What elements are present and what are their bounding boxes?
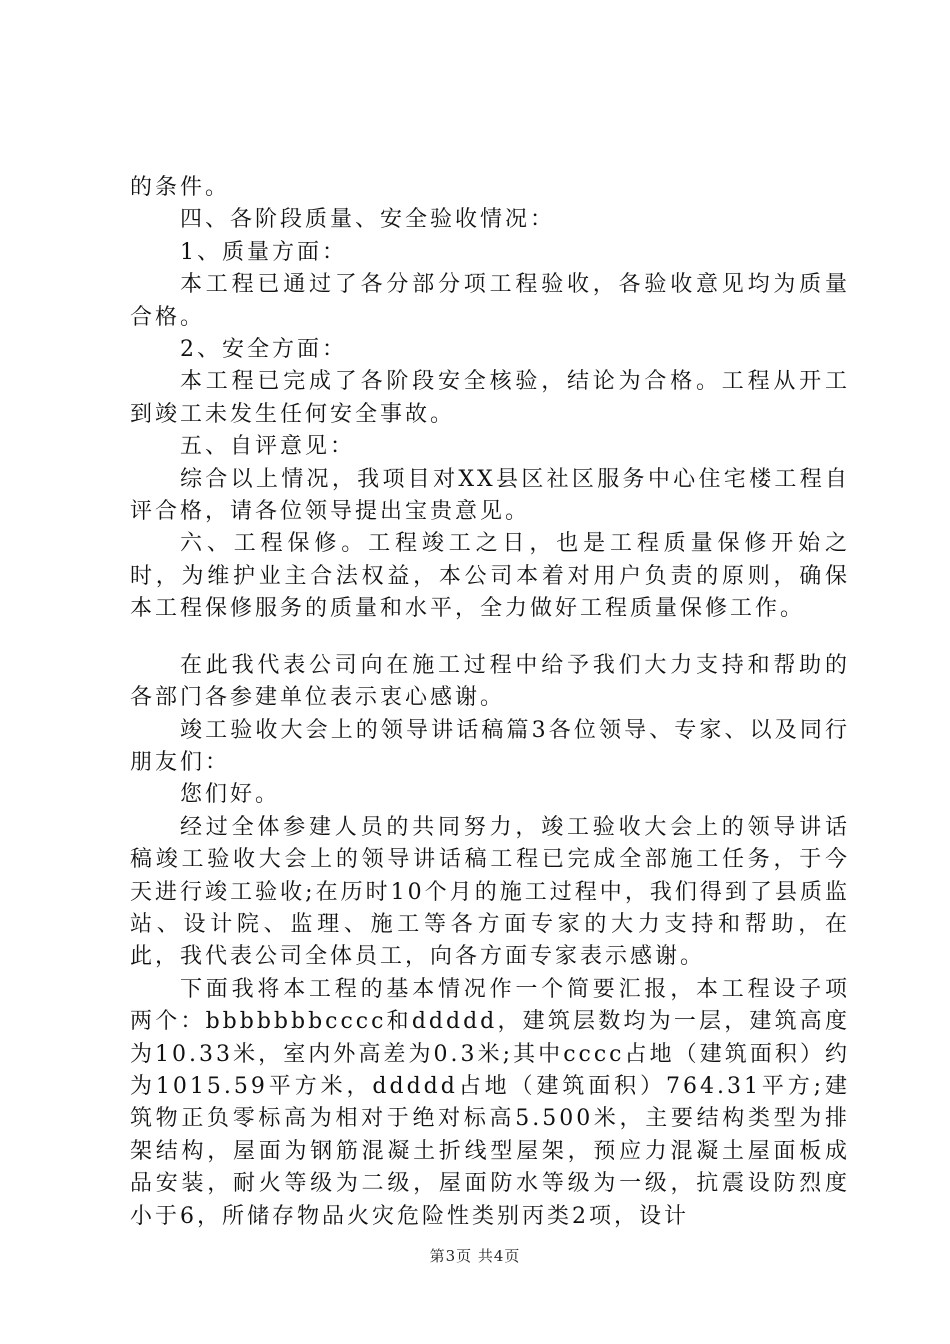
paragraph-thanks: 在此我代表公司向在施工过程中给予我们大力支持和帮助的各部门各参建单位表示衷心感谢。 xyxy=(130,652,850,711)
subheading-quality: 1、质量方面： xyxy=(180,239,347,265)
paragraph-project-summary: 下面我将本工程的基本情况作一个简要汇报，本工程设子项两个：bbbbbbbcccc和ddddd，建筑层数均为一层，建筑高度为10.33米，室内外高差为0.3米;其中cccc占地（建筑面积）约为1015.59平方米，ddddd占地（建筑面积）764.31平方;建筑物正负零标高为相对于绝对标高5.500米，主要结构类型为排架结构，屋面为钢筋混凝土折线型屋架，预应力混凝土屋面板成品安装，耐火等级为二级，屋面防水等级为一级，抗震设防烈度小于6，所储存物品火灾危险性类别丙类2项，设计 xyxy=(130,976,850,1229)
paragraph-gap xyxy=(130,626,850,650)
heading-section-5: 五、自评意见： xyxy=(180,434,356,460)
paragraph-effort: 经过全体参建人员的共同努力，竣工验收大会上的领导讲话稿竣工验收大会上的领导讲话稿工程已完成全部施工任务，于今天进行竣工验收;在历时10个月的施工过程中，我们得到了县质监站、设计院、监理、施工等各方面专家的大力支持和帮助，在此，我代表公司全体员工，向各方面专家表示感谢。 xyxy=(130,814,850,970)
document-body xyxy=(130,172,850,1233)
heading-section-4: 四、各阶段质量、安全验收情况： xyxy=(180,207,556,233)
paragraph-continuation: 的条件。 xyxy=(130,175,231,200)
paragraph-quality: 本工程已通过了各分部分项工程验收，各验收意见均为质量合格。 xyxy=(130,272,850,330)
subheading-safety: 2、安全方面： xyxy=(180,337,347,363)
paragraph-greeting: 您们好。 xyxy=(180,782,281,808)
paragraph-speech-title: 竣工验收大会上的领导讲话稿篇3各位领导、专家、以及同行朋友们： xyxy=(130,717,850,775)
paragraph-self-evaluation: 综合以上情况，我项目对XX县区社区服务中心住宅楼工程自评合格，请各位领导提出宝贵意见。 xyxy=(130,466,850,525)
paragraph-warranty: 六、工程保修。工程竣工之日，也是工程质量保修开始之时，为维护业主合法权益，本公司本着对用户负责的原则，确保本工程保修服务的质量和水平，全力做好工程质量保修工作。 xyxy=(130,531,850,622)
paragraph-safety: 本工程已完成了各阶段安全核验，结论为合格。工程从开工到竣工未发生任何安全事故。 xyxy=(130,369,850,427)
page-footer: 第3页 共4页 xyxy=(429,1247,521,1265)
